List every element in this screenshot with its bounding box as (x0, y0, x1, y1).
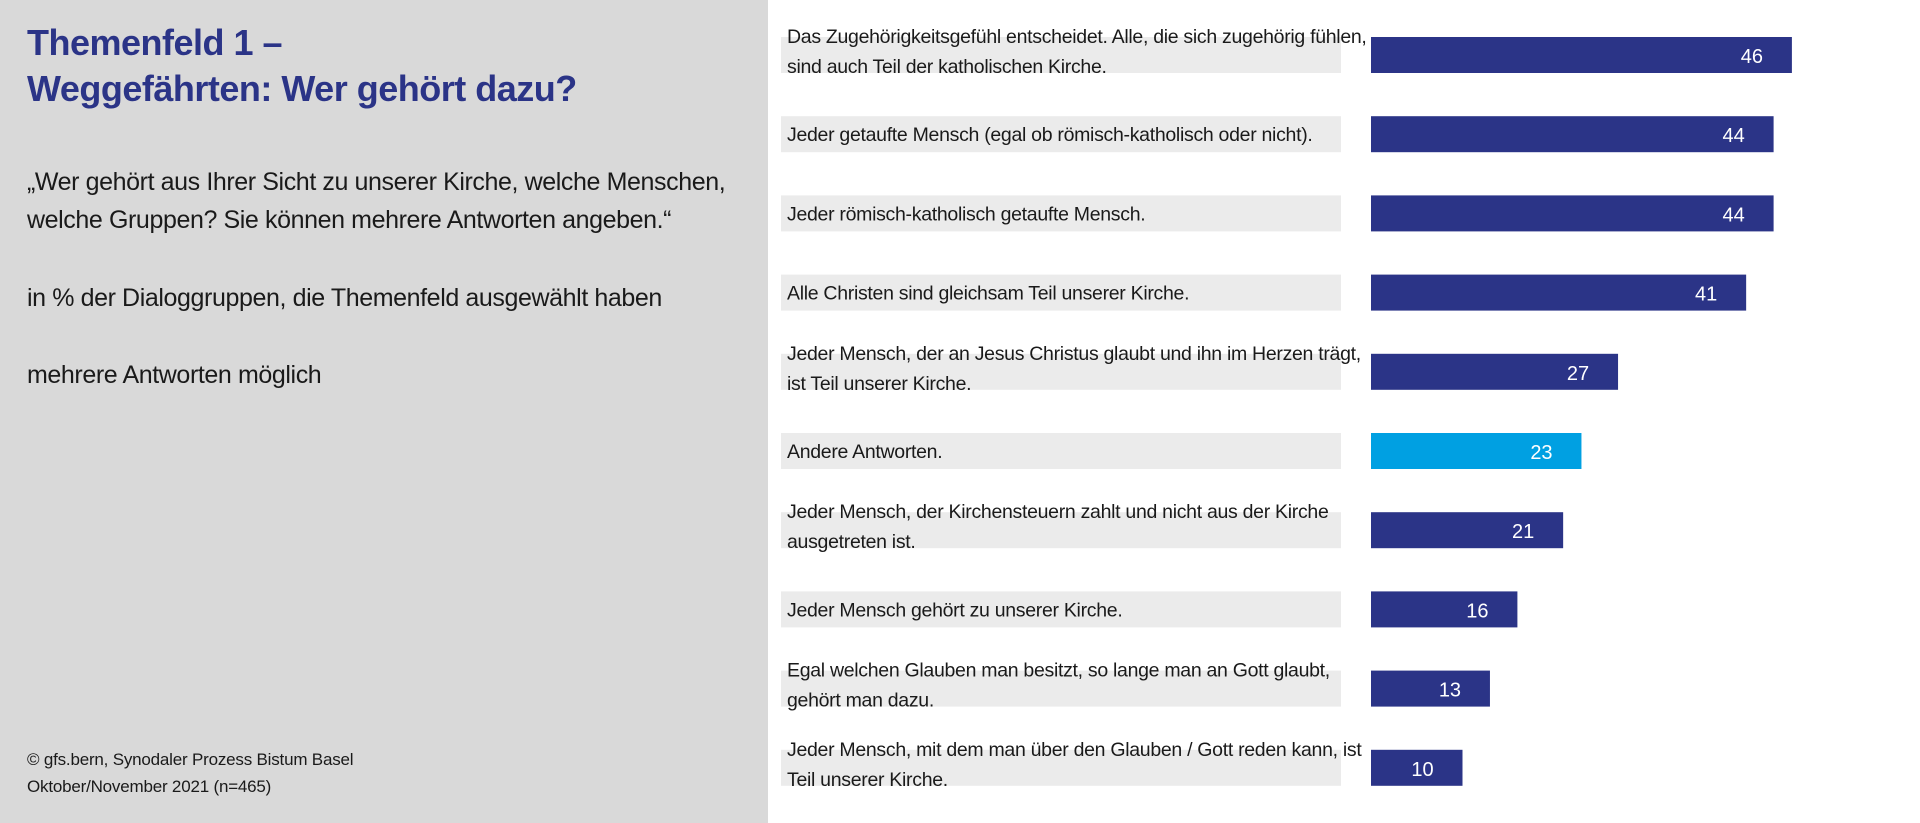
multiple-answers-note: mehrere Antworten möglich (27, 361, 322, 389)
copyright-text: © gfs.bern, Synodaler Prozess Bistum Basel (27, 750, 354, 769)
bar (1371, 275, 1746, 311)
category-label: Jeder römisch-katholisch getaufte Mensch. (787, 203, 1146, 226)
title-line-2: Weggefährten: Wer gehört dazu? (27, 68, 577, 109)
category-label: Andere Antworten. (787, 441, 943, 463)
bar (1371, 37, 1792, 73)
category-label: Jeder Mensch, der an Jesus Christus glaubt und ihn im Herzen trägt, ist Teil unserer Kirche. (787, 342, 1361, 395)
bar (1371, 195, 1774, 231)
category-label: Das Zugehörigkeitsgefühl entscheidet. Alle, die sich zugehörig fühlen, sind auch Teil der katholischen Kirche. (787, 26, 1367, 78)
category-label: Jeder getaufte Mensch (egal ob römisch-katholisch oder nicht). (787, 124, 1313, 147)
left-panel (0, 0, 768, 823)
page-title (27, 20, 747, 112)
value-label: 44 (1722, 204, 1745, 227)
category-label: Jeder Mensch, mit dem man über den Glauben / Gott reden kann, ist Teil unserer Kirche. (787, 738, 1362, 791)
value-label: 16 (1466, 600, 1489, 623)
survey-question: „Wer gehört aus Ihrer Sicht zu unserer Kirche, welche Menschen, welche Gruppen? Sie können mehrere Antworten angeben.“ (27, 168, 726, 234)
category-label: Alle Christen sind gleichsam Teil unserer Kirche. (787, 282, 1190, 305)
bar (1371, 116, 1774, 152)
value-label: 13 (1438, 679, 1462, 702)
value-label: 46 (1740, 46, 1764, 68)
value-label: 21 (1512, 521, 1535, 544)
bar (1371, 671, 1490, 707)
bar-chart (768, 0, 1920, 823)
value-label: 44 (1722, 125, 1745, 148)
category-label: Jeder Mensch gehört zu unserer Kirche. (787, 599, 1123, 622)
value-label: 41 (1695, 283, 1718, 306)
date-sample-text: Oktober/November 2021 (n=465) (27, 777, 272, 796)
category-label: Egal welchen Glauben man besitzt, so lange man an Gott glaubt, gehört man dazu. (787, 659, 1330, 712)
basis-note: in % der Dialoggruppen, die Themenfeld ausgewählt haben (27, 284, 662, 312)
value-label: 10 (1411, 758, 1434, 781)
source-footer (27, 746, 747, 800)
value-label: 27 (1566, 362, 1590, 385)
title-line-1: Themenfeld 1 – (27, 22, 283, 63)
category-label: Jeder Mensch, der Kirchensteuern zahlt und nicht aus der Kirche ausgetreten ist. (787, 501, 1329, 554)
bar (1371, 591, 1517, 627)
bar (1371, 512, 1563, 548)
value-label: 23 (1530, 442, 1553, 464)
